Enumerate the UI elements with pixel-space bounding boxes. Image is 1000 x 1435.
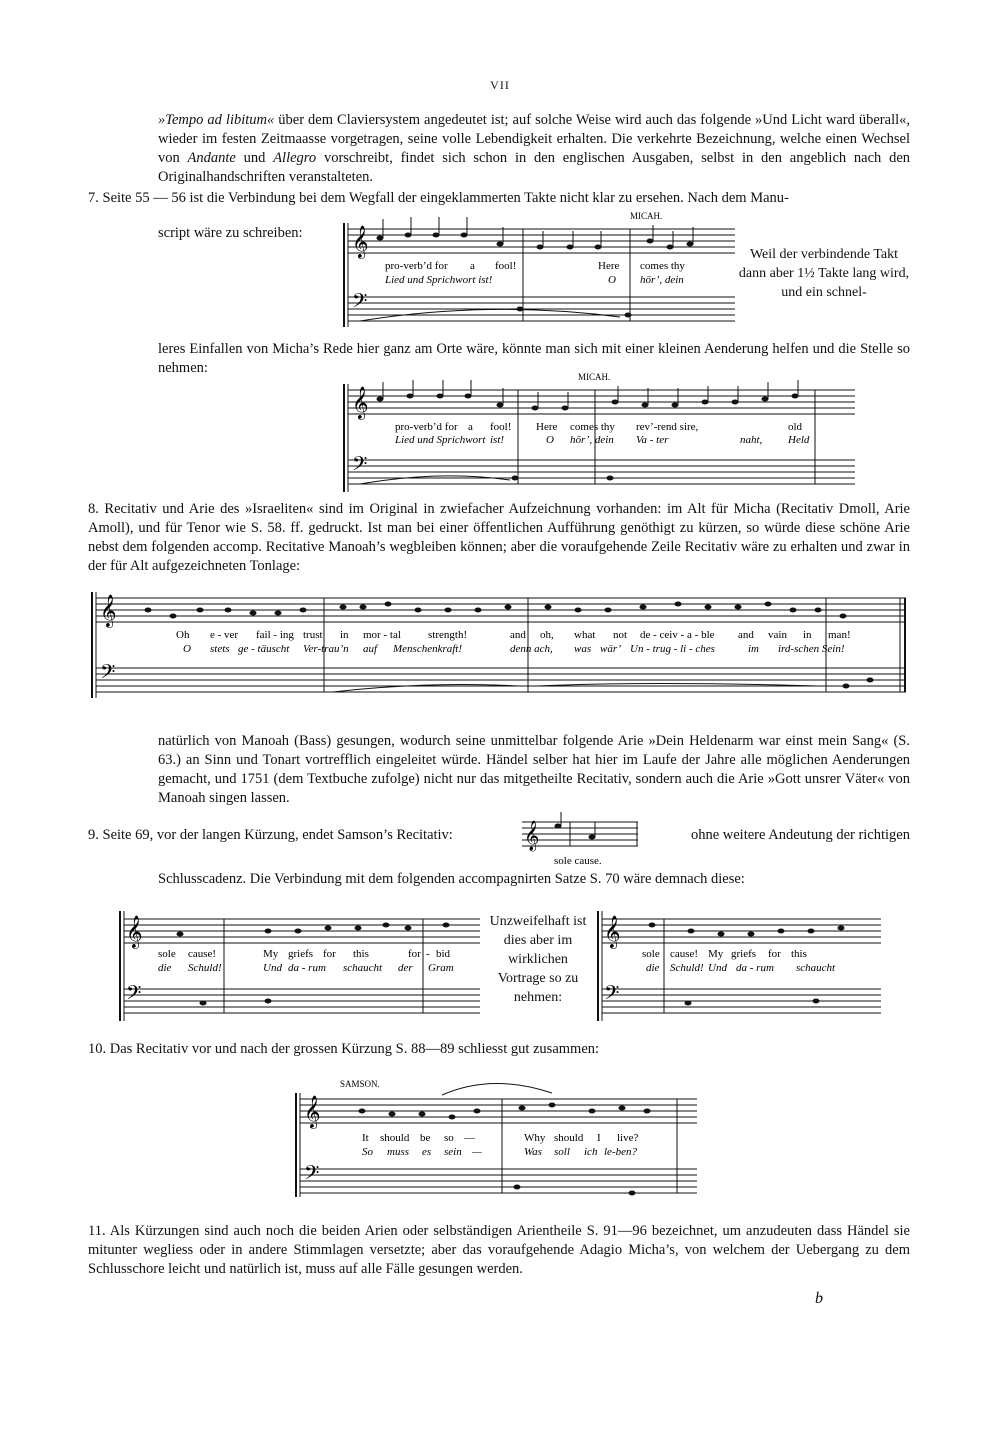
lyric: fool!	[495, 260, 517, 272]
lyric-de: Un - trug - li - ches	[630, 643, 715, 655]
music-example-8	[88, 586, 913, 704]
item9-text-b: ohne weitere Andeutung der richtigen	[690, 827, 910, 843]
lyric-de: denn ach,	[510, 643, 553, 655]
lyric: griefs	[288, 948, 314, 960]
lyric: for	[768, 948, 781, 960]
lyric-de: was	[574, 643, 592, 655]
item9-line2: Schlusscadenz. Die Verbindung mit dem folgenden accompagnirten Satze S. 70 wäre demnach diese:	[158, 871, 745, 887]
lyric-de: muss	[387, 1146, 410, 1158]
lyric-de: die	[158, 962, 172, 974]
lyric: It	[362, 1132, 369, 1144]
lyric: man!	[828, 629, 851, 641]
intro-und: und	[235, 150, 274, 166]
lyric: Here	[536, 421, 558, 433]
lyric-de: Was	[524, 1146, 542, 1158]
lyric-de: da - rum	[288, 962, 326, 974]
music-example-9b	[596, 905, 886, 1025]
lyric-de: soll	[554, 1146, 570, 1158]
lyric: and	[738, 629, 754, 641]
lyric: trust	[303, 629, 323, 641]
lyric-de: hör’, dein	[570, 434, 614, 446]
lyric: this	[791, 948, 807, 960]
lyric-de: Schuld!	[188, 962, 222, 974]
lyric: sole cause.	[554, 855, 602, 867]
lyric-de: Ver-trau’n	[303, 643, 349, 655]
lyric-de: le-ben?	[604, 1146, 637, 1158]
item7-continuation: leres Einfallen von Micha’s Rede hier ganz am Orte wäre, könnte man sich mit einer kleinen Aenderung helfen und die Stelle so nehmen:	[158, 341, 910, 376]
lyric-de: Va - ter	[636, 434, 669, 446]
lyric: Here	[598, 260, 620, 272]
music-example-9-mini	[520, 810, 642, 868]
lyric: not	[613, 629, 628, 641]
lyric: for	[323, 948, 336, 960]
example-7b-label: MICAH.	[578, 372, 611, 382]
lyric-de: schaucht	[343, 962, 383, 974]
item7-side-note: Weil der verbindende Takt dann aber 1½ Takte lang wird, und ein schnel-	[738, 247, 910, 300]
treble-clef-icon: 𝄞	[604, 917, 621, 948]
lyric: e - ver	[210, 629, 239, 641]
lyric: and	[510, 629, 526, 641]
lyric: My	[263, 948, 279, 960]
andante-word: Andante	[187, 150, 236, 166]
lyric-de: O	[546, 434, 554, 446]
lyric: this	[353, 948, 369, 960]
signature-mark: b	[815, 1290, 823, 1307]
lyric: for	[408, 948, 421, 960]
treble-clef-icon: 𝄞	[352, 388, 369, 419]
lyric-de: ird-schen Sein!	[778, 643, 845, 655]
lyric: Why	[524, 1132, 546, 1144]
lyric: rev’-rend sire,	[636, 421, 699, 433]
lyric: I	[597, 1132, 601, 1144]
lyric-de: naht,	[740, 434, 763, 446]
item9-text-a: 9. Seite 69, vor der langen Kürzung, endet Samson’s Recitativ:	[88, 827, 453, 843]
lyric-de: O	[608, 274, 616, 286]
lyric: sole	[158, 948, 176, 960]
page-number: VII	[490, 78, 510, 92]
lyric: live?	[617, 1132, 639, 1144]
lyric-de: ge - täuscht	[238, 643, 290, 655]
lyric: cause!	[670, 948, 699, 960]
lyric-de: —	[472, 1146, 482, 1158]
treble-clef-icon: 𝄞	[304, 1097, 321, 1128]
bass-clef-icon: 𝄢	[352, 291, 368, 317]
lyric-de: Und	[708, 962, 727, 974]
lyric-de: auf	[363, 643, 378, 655]
lyric: vain	[768, 629, 787, 641]
lyric: comes thy	[570, 421, 615, 433]
intro-paragraph	[158, 111, 910, 187]
lyric: a	[470, 260, 475, 272]
lyric-de: sein	[444, 1146, 462, 1158]
lyric: —	[464, 1132, 475, 1144]
lyric-de: stets	[210, 643, 230, 655]
lyric: -	[426, 948, 430, 960]
bass-clef-icon: 𝄢	[604, 983, 620, 1009]
music-example-7a	[340, 205, 740, 330]
bass-clef-icon: 𝄢	[100, 662, 116, 688]
lyric: griefs	[731, 948, 757, 960]
treble-clef-icon: 𝄞	[524, 821, 540, 850]
bass-clef-icon: 𝄢	[352, 454, 368, 480]
lyric-de: ich	[584, 1146, 598, 1158]
item7-line1: 7. Seite 55 — 56 ist die Verbindung bei dem Wegfall der eingeklammerten Takte nicht klar zu ersehen. Nach dem Manu-	[88, 190, 789, 206]
lyric: pro-verb’d for	[385, 260, 448, 272]
lyric: in	[803, 629, 812, 641]
example-10-label: SAMSON.	[340, 1079, 380, 1089]
lyric: bid	[436, 948, 451, 960]
lyric-de: Menschenkraft!	[393, 643, 463, 655]
item8-paragraph: 8. Recitativ und Arie des »Israeliten« sind im Original in zwiefacher Aufzeichnung vorhanden: im Alt für Micha (Recitativ Dmoll, Arie Amoll), und für Tenor wie S. 58. ff. gedruckt. Ist man bei einer öffentlichen Aufführung genöthigt zu kürzen, so würde diese schöne Arie nebst dem folgenden accomp. Recitative Manoah’s wegbleiben können; aber die voraufgehende Zeile Recitativ wäre zu erhalten und zwar in der für Alt aufgezeichneten Tonlage:	[88, 501, 910, 574]
lyric-de: schaucht	[796, 962, 836, 974]
lyric-de: Lied und Sprichwort ist!	[385, 274, 493, 286]
intro-text-1: über dem Claviersystem angedeutet ist; auf solche Weise wird auch das folgende »Und Licht ward überall«, wieder im festen Zeitmaasse vorgetragen, seine volle Lebendigkeit erhalten. Die verkehrte Bezeichnung, welche einen Wechsel von	[158, 112, 910, 166]
lyric: strength!	[428, 629, 468, 641]
lyric: old	[788, 421, 803, 433]
lyric-de: wär’	[600, 643, 622, 655]
lyric-de: Schuld!	[670, 962, 704, 974]
item7-line2: script wäre zu schreiben:	[158, 225, 303, 241]
intro-text-2: vorschreibt, findet sich schon in den englischen Ausgaben, selbst in den angeblich nach den Originalhandschriften veranstalteten.	[158, 150, 911, 185]
item9-middle-note: Unzweifelhaft ist dies aber im wirklichen Vortrage so zu nehmen:	[489, 914, 587, 1005]
lyric-de: Held	[788, 434, 810, 446]
lyric-de: Lied und Sprichwort	[395, 434, 486, 446]
bass-clef-icon: 𝄢	[126, 983, 142, 1009]
lyric: what	[574, 629, 596, 641]
music-example-9a	[118, 905, 484, 1025]
lyric: comes thy	[640, 260, 685, 272]
lyric-de: der	[398, 962, 413, 974]
treble-clef-icon: 𝄞	[126, 917, 143, 948]
lyric: pro-verb’d for	[395, 421, 458, 433]
bass-clef-icon: 𝄢	[304, 1163, 320, 1189]
lyric-de: es	[422, 1146, 432, 1158]
lyric: fool!	[490, 421, 512, 433]
tempo-marking: »Tempo ad libitum«	[158, 112, 275, 128]
lyric-de: Gram	[428, 962, 454, 974]
lyric: mor - tal	[363, 629, 401, 641]
example-7a-label: MICAH.	[630, 211, 663, 221]
lyric: oh,	[540, 629, 554, 641]
lyric: Oh	[176, 629, 190, 641]
lyric: a	[468, 421, 473, 433]
lyric: be	[420, 1132, 431, 1144]
lyric: sole	[642, 948, 660, 960]
lyric: My	[708, 948, 724, 960]
lyric-de: im	[748, 643, 759, 655]
treble-clef-icon: 𝄞	[100, 596, 117, 627]
lyric-de: So	[362, 1146, 373, 1158]
lyric-de: hör’, dein	[640, 274, 684, 286]
lyric: cause!	[188, 948, 217, 960]
lyric: fail - ing	[256, 629, 294, 641]
music-example-10	[292, 1075, 704, 1200]
lyric-de: ist!	[490, 434, 505, 446]
allegro-word: Allegro	[273, 150, 317, 166]
lyric: de - ceiv - a - ble	[640, 629, 715, 641]
lyric-de: Und	[263, 962, 282, 974]
lyric-de: O	[183, 643, 191, 655]
lyric-de: da - rum	[736, 962, 774, 974]
music-example-7b	[340, 372, 860, 495]
treble-clef-icon: 𝄞	[352, 227, 369, 258]
item10-text: 10. Das Recitativ vor und nach der grossen Kürzung S. 88—89 schliesst gut zusammen:	[88, 1041, 600, 1057]
lyric: should	[380, 1132, 410, 1144]
lyric: so	[444, 1132, 454, 1144]
lyric: should	[554, 1132, 584, 1144]
item11-paragraph: 11. Als Kürzungen sind auch noch die beiden Arien oder selbständigen Arientheile S. 91—96 bezeichnet, um anzudeuten dass Händel sie mitunter wegliess oder in andere Stimmlagen versetzte; aber das voraufgehende Adagio Micha’s, von welchem der Uebergang zu dem Schlusschore leicht und natürlich ist, muss auf alle Fälle gesungen werden.	[88, 1223, 910, 1277]
lyric: in	[340, 629, 349, 641]
lyric-de: die	[646, 962, 660, 974]
item8-after: natürlich von Manoah (Bass) gesungen, wodurch seine unmittelbar folgende Arie »Dein Heldenarm war einst mein Sang« (S. 63.) an Sinn und Tonart vortrefflich eingeleitet würde. Händel selber hat hier im Laufe der Jahre alle möglichen Aenderungen gemacht, und 1751 (dem Textbuche zufolge) nicht nur das mitgetheilte Recitativ, sondern auch die Arie »Gott unsrer Väter« von Manoah singen lassen.	[158, 733, 910, 806]
